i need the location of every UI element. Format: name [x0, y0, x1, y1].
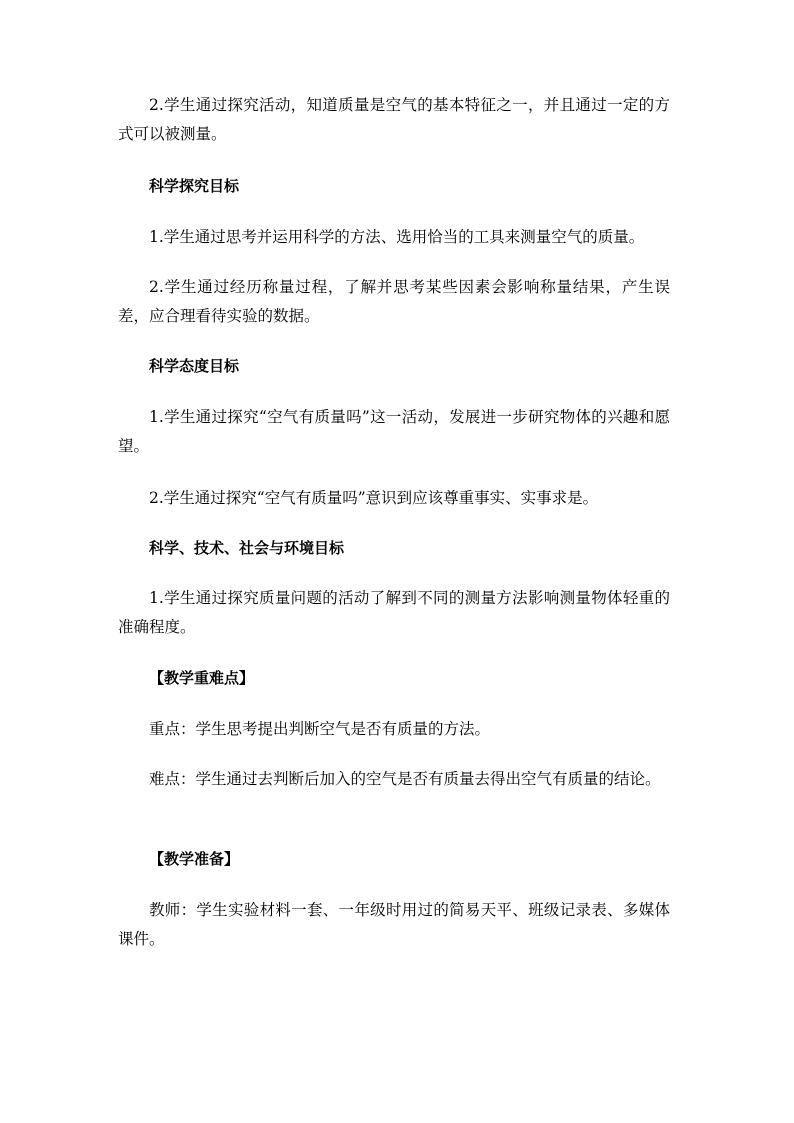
paragraph-difficult-point: 难点：学生通过去判断后加入的空气是否有质量去得出空气有质量的结论。 [149, 770, 661, 788]
paragraph-attitude-1: 1.学生通过探究“空气有质量吗”这一活动，发展进一步研究物体的兴趣和愿望。 [118, 408, 670, 455]
paragraph-inquiry-1: 1.学生通过思考并运用科学的方法、选用恰当的工具来测量空气的质量。 [149, 228, 645, 246]
heading-sts-goals: 科学、技术、社会与环境目标 [149, 539, 345, 557]
heading-key-difficult-points: 【教学重难点】 [149, 669, 255, 687]
paragraph-attitude-2: 2.学生通过探究“空气有质量吗”意识到应该尊重事实、实事求是。 [149, 489, 599, 507]
heading-attitude-goals: 科学态度目标 [149, 357, 240, 375]
heading-inquiry-goals: 科学探究目标 [149, 177, 240, 195]
paragraph-inquiry-2: 2.学生通过经历称量过程，了解并思考某些因素会影响称量结果，产生误差，应合理看待实验的数据。 [118, 278, 670, 325]
paragraph-key-point: 重点：学生思考提出判断空气是否有质量的方法。 [149, 720, 491, 738]
paragraph-objective-2: 2.学生通过探究活动，知道质量是空气的基本特征之一，并且通过一定的方式可以被测量。 [118, 96, 670, 143]
heading-teaching-preparation: 【教学准备】 [149, 850, 240, 868]
paragraph-sts-1: 1.学生通过探究质量问题的活动了解到不同的测量方法影响测量物体轻重的准确程度。 [118, 589, 670, 636]
paragraph-teacher-preparation: 教师：学生实验材料一套、一年级时用过的简易天平、班级记录表、多媒体课件。 [118, 901, 670, 948]
